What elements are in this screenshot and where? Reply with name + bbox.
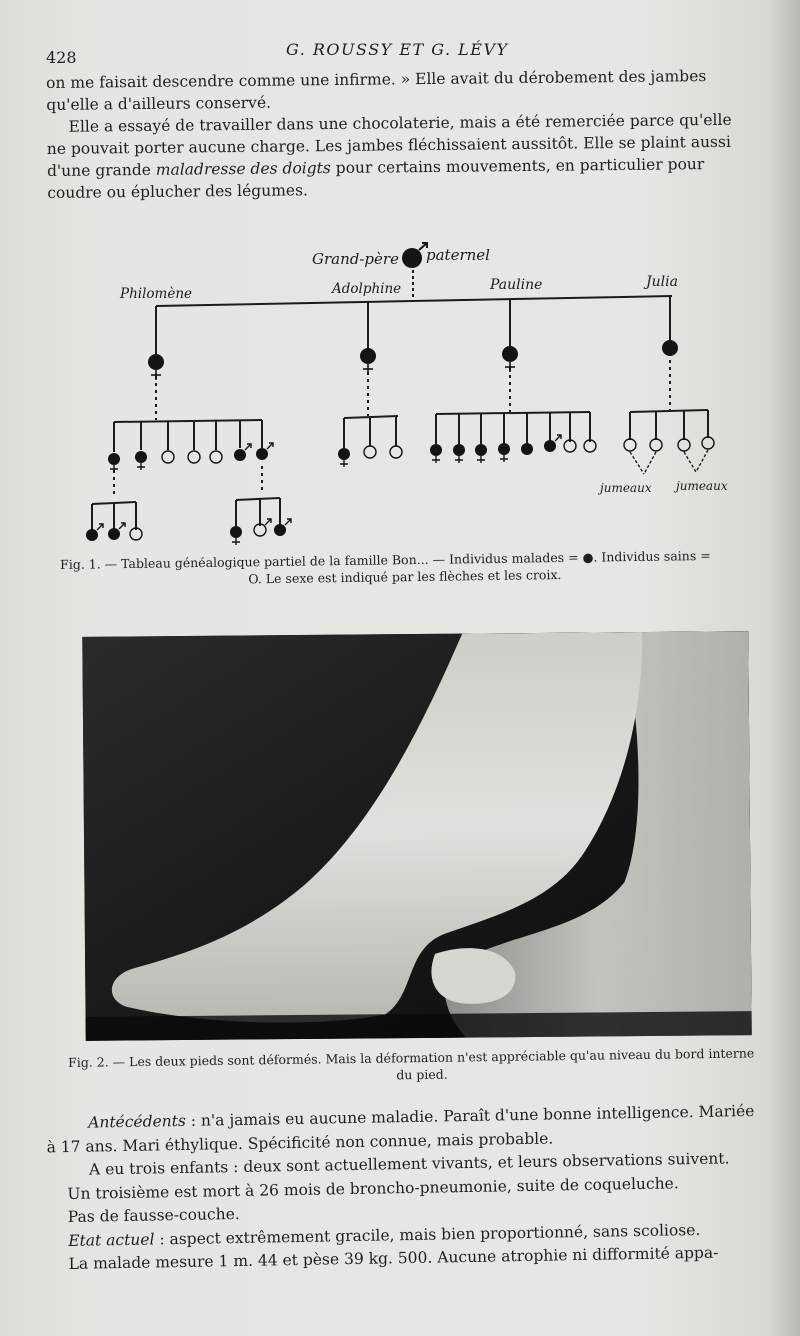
child-label-philomene: Philomène [120, 286, 193, 302]
grandfather-affected-symbol [402, 248, 422, 268]
figure-2-caption-line-2: du pied. [396, 1066, 448, 1083]
paragraph-2-emphasis: maladresse des doigts [155, 159, 331, 179]
page-number: 428 [46, 48, 77, 67]
bottom-line-4: Un troisième est mort à 26 mois de broncho-pneumonie, suite de coqueluche. [67, 1173, 679, 1203]
figure-1-caption-line-2: O. Le sexe est indiqué par les flèches et les croix. [248, 567, 562, 587]
bottom-line-3: A eu trois enfants : deux sont actuellement vivants, et leurs observations suivent. [88, 1149, 730, 1179]
grandfather-label-left: Grand-père [312, 250, 399, 268]
figure-1-caption [60, 546, 760, 590]
child-label-pauline: Pauline [490, 277, 543, 293]
antecedents-text: : n'a jamais eu aucune maladie. Paraît d'une bonne intelligence. Mariée [185, 1101, 755, 1130]
etat-actuel-text: : aspect extrêmement gracile, mais bien proportionné, sans scoliose. [154, 1220, 701, 1248]
figure-2-caption [68, 1044, 772, 1088]
antecedents-heading: Antécédents [88, 1111, 187, 1132]
twins-label-2: jumeaux [676, 479, 728, 493]
child-label-adolphine: Adolphine [332, 281, 402, 297]
sibship-line [156, 296, 672, 306]
twins-label-1: jumeaux [600, 481, 652, 495]
bottom-line-2: à 17 ans. Mari éthylique. Spécificité non connue, mais probable. [46, 1129, 554, 1156]
paragraph-1: on me faisait descendre comme une infirme. » Elle avait du dérobement des jambes qu'elle a d'ailleurs conservé. [46, 67, 707, 114]
running-title: G. ROUSSY ET G. LÉVY [286, 40, 509, 59]
bottom-line-5: Pas de fausse-couche. [67, 1204, 240, 1226]
paragraph-2 [46, 109, 753, 204]
etat-actuel-heading: Etat actuel [68, 1229, 155, 1250]
figure-1-caption-line-1: Fig. 1. — Tableau généalogique partiel de la famille Bon... — Individus malades = ●. Individus sains = [60, 547, 711, 572]
page-header [46, 40, 760, 67]
child-label-julia: Julia [646, 274, 678, 290]
paragraph-2-part-a: Elle a essayé de travailler dans une chocolaterie, mais a été remerciée parce qu'elle ne pouvait porter aucune charge. Les jambes fléchissaient aussitôt. Elle se plaint aussi d'une grande [46, 110, 732, 180]
figure-2-caption-line-1: Fig. 2. — Les deux pieds sont déformés. Mais la déformation n'est appréciable qu'au niveau du bord interne [68, 1045, 755, 1070]
figure-2-photograph [82, 631, 752, 1041]
paragraph-2-part-b: pour certains mouvements, en particulier pour coudre ou éplucher des légumes. [47, 155, 705, 202]
grandfather-label-right: paternel [426, 246, 490, 264]
pedigree-chart [80, 238, 750, 550]
top-text-block [46, 65, 753, 204]
bottom-text-block [46, 1100, 775, 1277]
bottom-line-7: La malade mesure 1 m. 44 et pèse 39 kg. 500. Aucune atrophie ni difformité appa- [68, 1243, 719, 1273]
